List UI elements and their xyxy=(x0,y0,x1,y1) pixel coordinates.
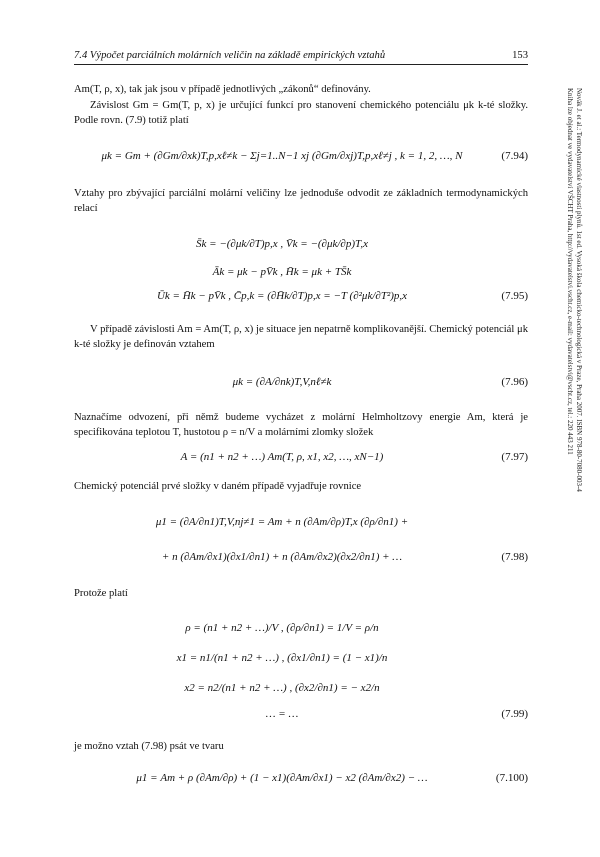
paragraph-7: Protože platí xyxy=(74,588,128,599)
equation-7-94 xyxy=(74,150,528,168)
equation-number: (7.98) xyxy=(501,551,528,563)
paragraph-1: Am(T, ρ, x), tak jak jsou v případě jednotlivých „zákonů“ definovány. xyxy=(74,84,371,95)
equation-body: Ūk = H̄k − pV̄k , C̄p,k = (∂H̄k/∂T)p,x = −T (∂²μk/∂T²)p,x xyxy=(156,290,408,302)
equation-7-97 xyxy=(74,451,528,469)
equation-body: x2 = n2/(n1 + n2 + …) , (∂x2/∂n1) = − x2/n xyxy=(184,682,380,694)
equation-body: μ1 = (∂A/∂n1)T,V,nj≠1 = Am + n (∂Am/∂ρ)T,x (∂ρ/∂n1) + xyxy=(155,516,409,528)
equation-body: … = … xyxy=(265,708,299,720)
equation-7-99d xyxy=(74,708,528,726)
equation-7-100 xyxy=(74,772,528,790)
equation-7-99c xyxy=(74,682,528,700)
equation-body: Āk = μk − pV̄k , H̄k = μk + TS̄k xyxy=(212,266,352,278)
equation-body: μk = Gm + (∂Gm/∂xk)T,p,xℓ≠k − Σj=1..N−1 xj (∂Gm/∂xj)T,p,xℓ≠j , k = 1, 2, …, N xyxy=(101,150,463,162)
side-note-line-2: Kniha lze objednat ve vydavatelství VŠCHT Praha, http://vydavatelstvi.vscht.cz, e-mail: vydavatelstvi@vscht.cz, tel.: 220 443 211 xyxy=(566,88,574,455)
equation-7-96 xyxy=(74,376,528,394)
paragraph-4: V případě závislosti Am = Am(T, ρ, x) je situace jen nepatrně komplikovanější. Chemický potenciál μk k-té složky je definován vztahem xyxy=(74,324,528,351)
equation-7-95b xyxy=(74,266,528,284)
header-title: 7.4 Výpočet parciálních molárních veličin na základě empirických vztahů xyxy=(74,50,386,61)
equation-body: x1 = n1/(n1 + n2 + …) , (∂x1/∂n1) = (1 − x1)/n xyxy=(176,652,388,664)
paragraph-3: Vztahy pro zbývající parciální molární veličiny lze jednoduše odvodit ze základních termodynamických relací xyxy=(74,188,528,215)
equation-number: (7.94) xyxy=(501,150,528,162)
equation-7-95a xyxy=(74,238,528,256)
equation-body: μ1 = Am + ρ (∂Am/∂ρ) + (1 − x1)(∂Am/∂x1) − x2 (∂Am/∂x2) − … xyxy=(136,772,428,784)
paragraph-5: Naznačíme odvození, při němž budeme vycházet z molární Helmholtzovy energie Am, která je specifikována teplotou T, hustotou ρ = n/V a molárními zlomky složek xyxy=(74,412,528,439)
page-number: 153 xyxy=(512,50,528,61)
equation-7-98a xyxy=(74,516,528,534)
paragraph-2: Závislost Gm = Gm(T, p, x) je určující funkcí pro stanovení chemického potenciálu μk k-té složky. Podle rovn. (7.9) totiž platí xyxy=(74,100,528,127)
side-copyright-note xyxy=(565,88,583,588)
side-note-line-1: Novák J. et al.: Termodynamické vlastnosti plynů. 1st ed. Vysoká škola chemicko-technologická v Praze, Praha 2007. ISBN 978-80-7080-003-4 xyxy=(575,88,583,492)
equation-7-99b xyxy=(74,652,528,670)
paragraph-8: je možno vztah (7.98) psát ve tvaru xyxy=(74,741,224,752)
equation-number: (7.97) xyxy=(501,451,528,463)
equation-body: μk = (∂A/∂nk)T,V,nℓ≠k xyxy=(232,376,332,388)
equation-number: (7.96) xyxy=(501,376,528,388)
equation-number: (7.100) xyxy=(495,772,528,784)
equation-body: A = (n1 + n2 + …) Am(T, ρ, x1, x2, …, xN−1) xyxy=(180,451,384,463)
equation-body: + n (∂Am/∂x1)(∂x1/∂n1) + n (∂Am/∂x2)(∂x2/∂n1) + … xyxy=(161,551,403,563)
running-header xyxy=(74,50,528,65)
equation-7-99a xyxy=(74,622,528,640)
equation-7-95c xyxy=(74,290,528,308)
equation-7-98b xyxy=(74,551,528,569)
equation-number: (7.95) xyxy=(501,290,528,302)
equation-number: (7.99) xyxy=(501,708,528,720)
equation-body: S̄k = −(∂μk/∂T)p,x , V̄k = −(∂μk/∂p)T,x xyxy=(196,238,368,250)
equation-body: ρ = (n1 + n2 + …)/V , (∂ρ/∂n1) = 1/V = ρ/n xyxy=(185,622,379,634)
paragraph-6: Chemický potenciál prvé složky v daném případě vyjadřuje rovnice xyxy=(74,481,362,492)
